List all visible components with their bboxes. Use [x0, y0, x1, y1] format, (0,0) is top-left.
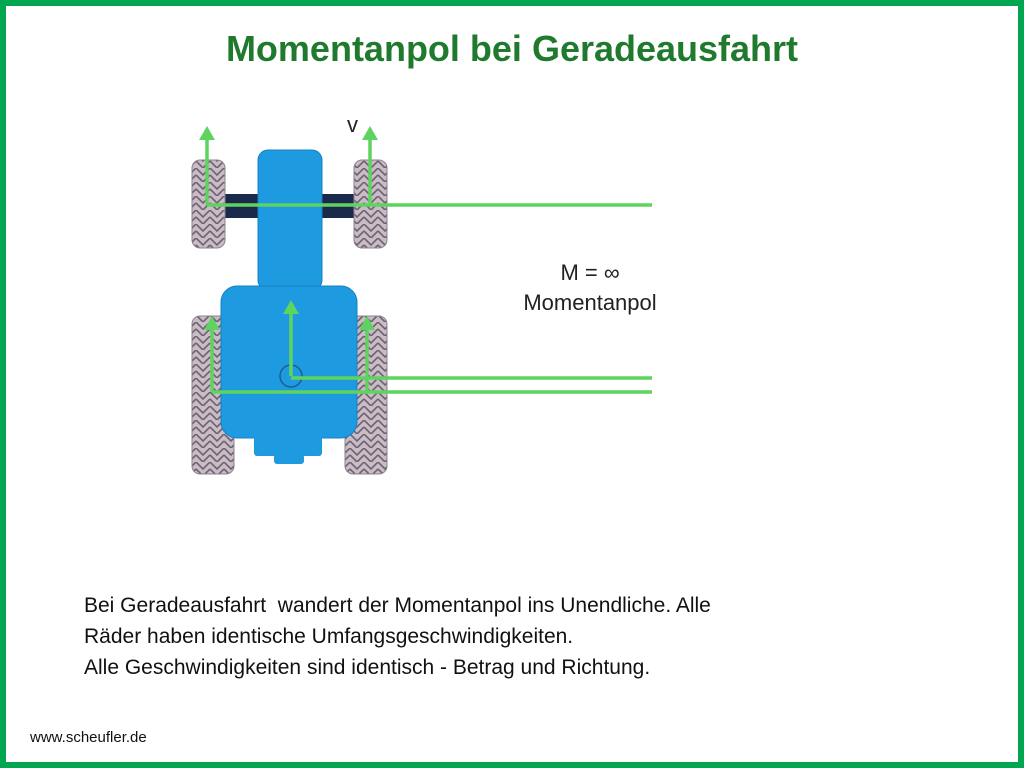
front-left-arrowhead: [199, 126, 215, 140]
front-right-arrowhead: [362, 126, 378, 140]
tractor-hitch: [254, 436, 322, 456]
moment-pole-label: [500, 258, 680, 318]
explanation-line-3: Alle Geschwindigkeiten sind identisch - Betrag und Richtung.: [84, 656, 651, 679]
tractor-hood: [258, 150, 322, 290]
explanation-text: [84, 590, 904, 683]
moment-value: M = ∞: [560, 260, 620, 285]
velocity-label: v: [347, 112, 358, 137]
tractor-hitch-tail: [274, 454, 304, 464]
page-title: Momentanpol bei Geradeausfahrt: [225, 28, 799, 69]
footer-url: www.scheufler.de: [30, 729, 147, 746]
moment-name: Momentanpol: [523, 290, 657, 315]
explanation-line-2: Räder haben identische Umfangsgeschwindigkeiten.: [84, 625, 574, 648]
explanation-line-1: Bei Geradeausfahrt wandert der Momentanpol ins Unendliche. Alle: [84, 594, 711, 617]
